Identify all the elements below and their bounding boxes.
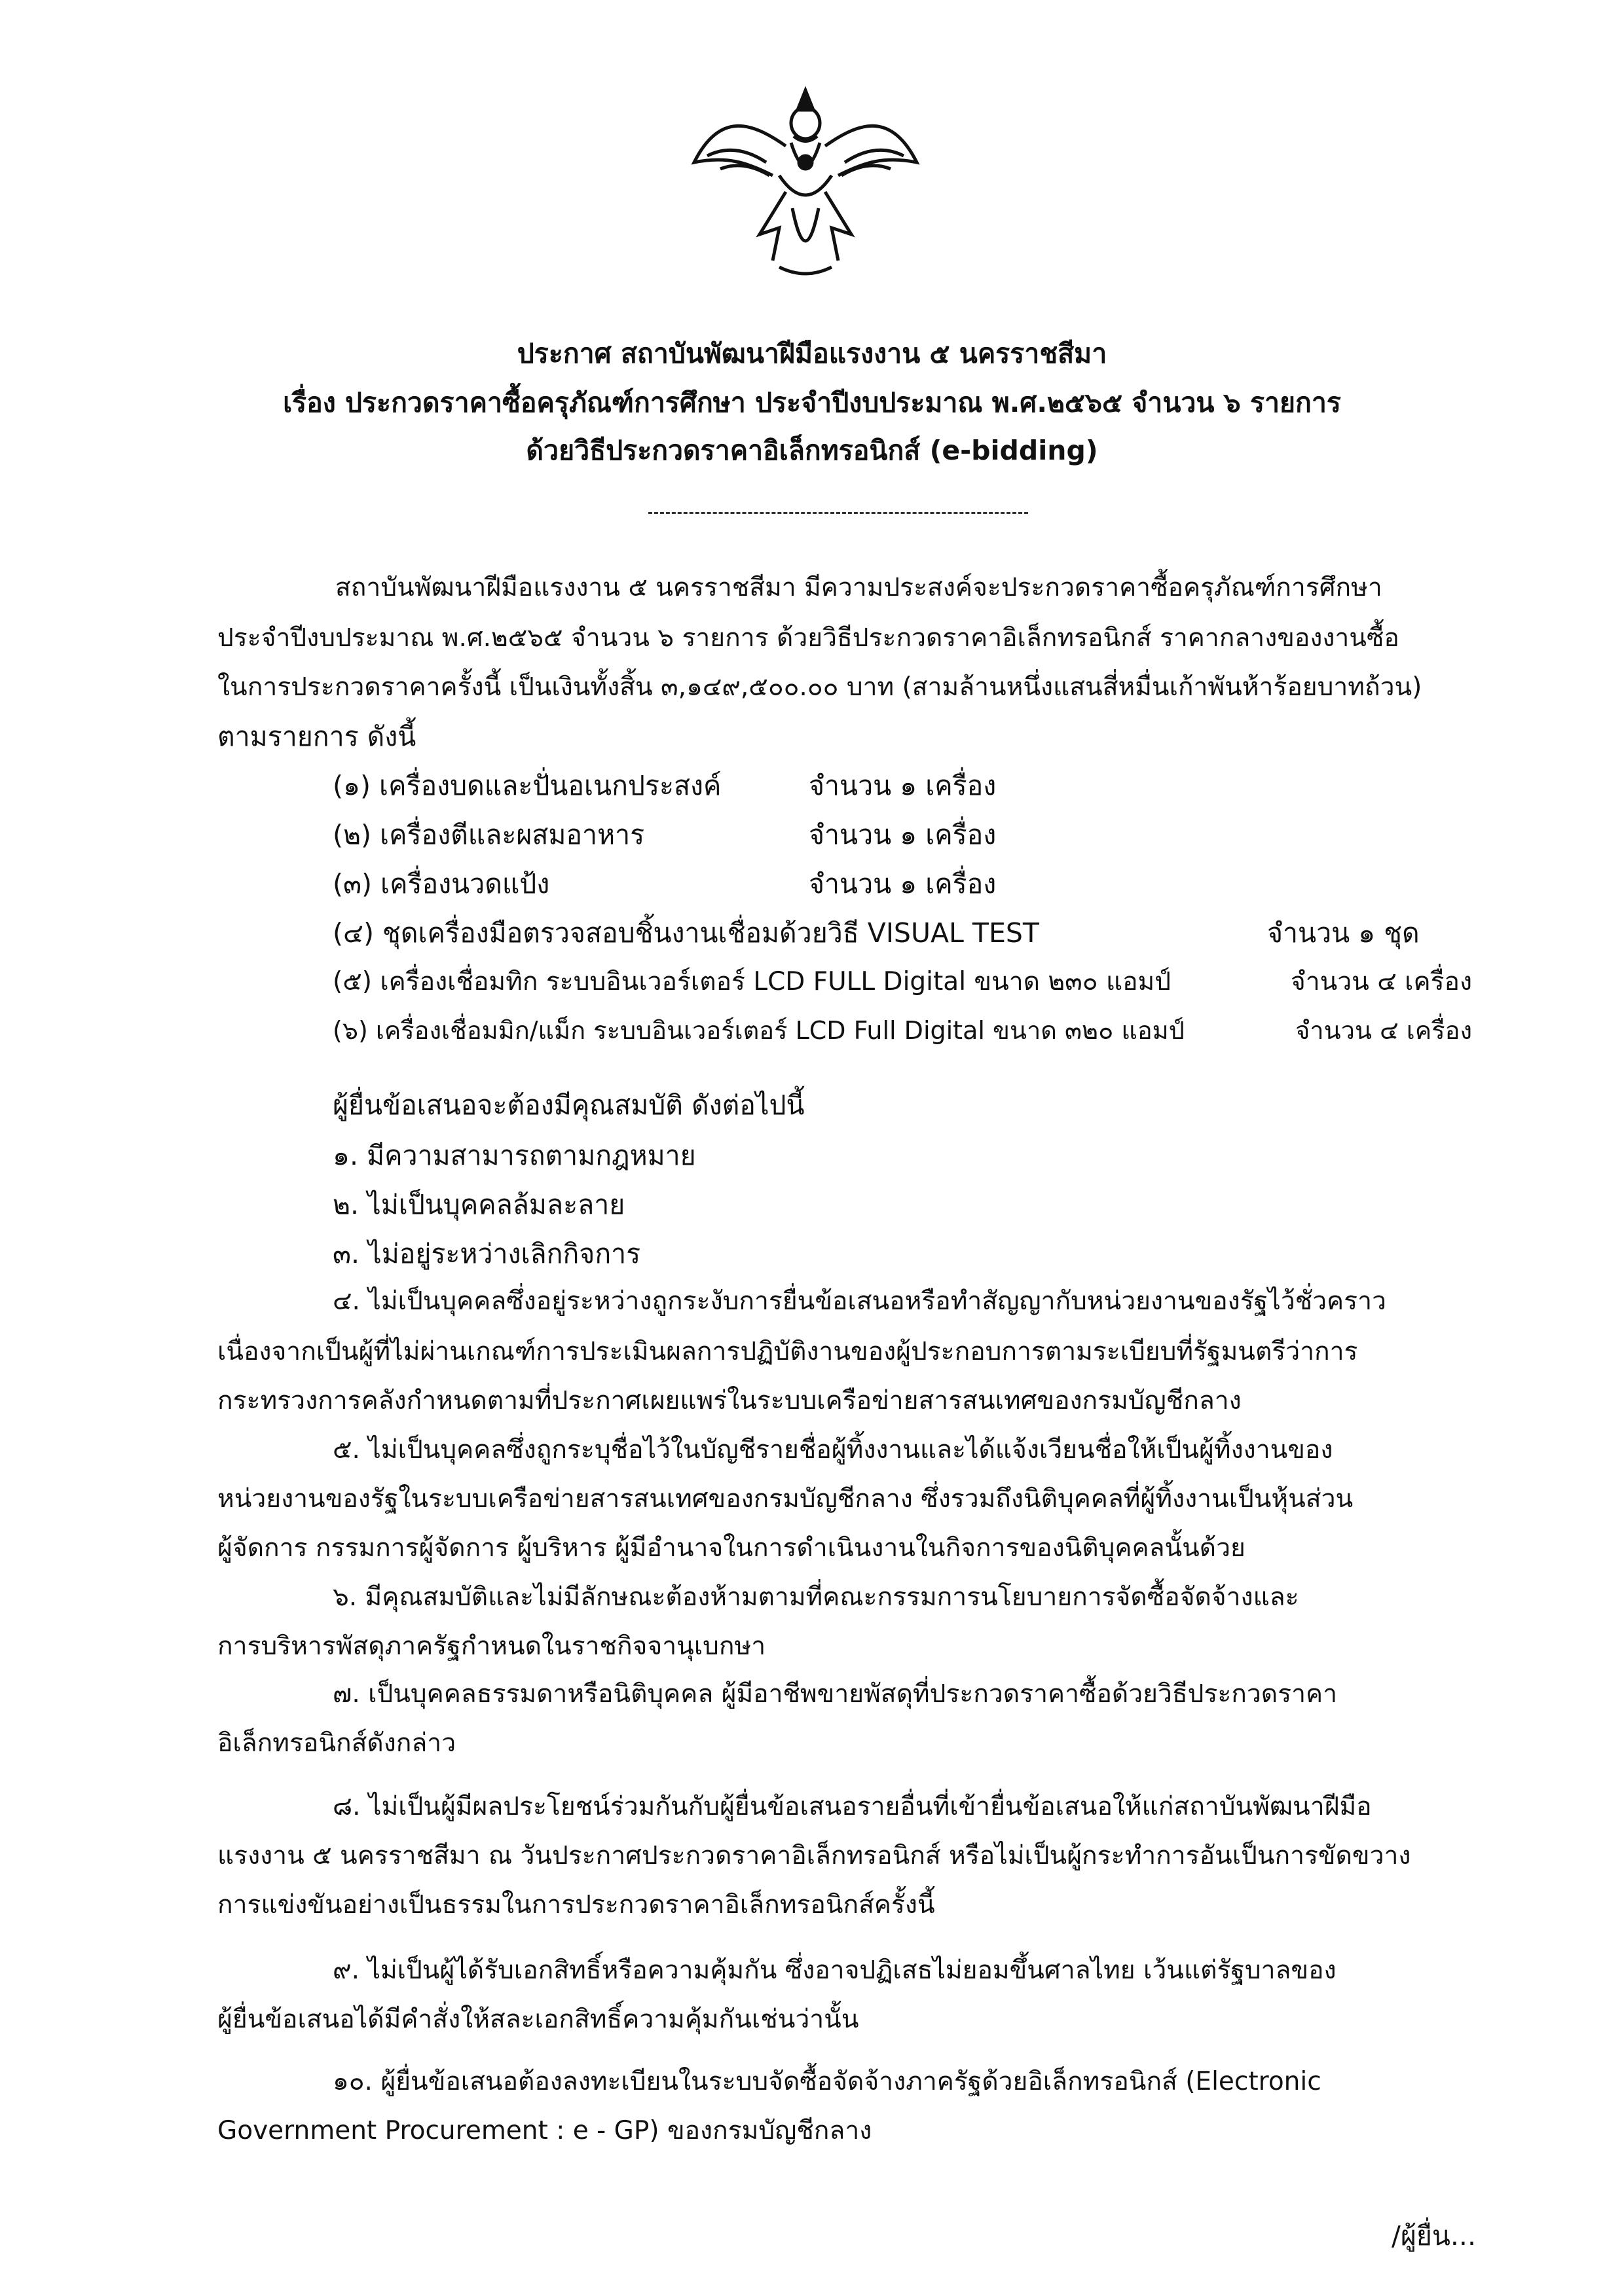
- qualification-8-line-2: แรงงาน ๕ นครราชสีมา ณ วันประกาศประกวดราคาอิเล็กทรอนิกส์ หรือไม่เป็นผู้กระทำการอันเป็นการขัดขวาง: [217, 1841, 1411, 1870]
- header-line-3: ด้วยวิธีประกวดราคาอิเล็กทรอนิกส์ (e-bidding): [526, 435, 1098, 466]
- qualification-9-line-2: ผู้ยื่นข้อเสนอได้มีคำสั่งให้สละเอกสิทธิ์ความคุ้มกันเช่นว่านั้น: [217, 2005, 859, 2034]
- qualification-5-line-1: ๕. ไม่เป็นบุคคลซึ่งถูกระบุชื่อไว้ในบัญชีรายชื่อผู้ทิ้งงานและได้แจ้งเวียนชื่อให้เป็นผู้ทิ้งงานของ: [333, 1435, 1333, 1465]
- item-2-qty: จำนวน ๑ เครื่อง: [809, 819, 997, 850]
- intro-line-3: ในการประกวดราคาครั้งนี้ เป็นเงินทั้งสิ้น ๓,๑๔๙,๕๐๐.๐๐ บาท (สามล้านหนึ่งแสนสี่หมื่นเก้าพันห้าร้อยบาทถ้วน): [217, 672, 1422, 702]
- item-6: [333, 1018, 1472, 1043]
- item-6-qty: จำนวน ๔ เครื่อง: [1295, 1016, 1472, 1045]
- qualification-10-line-1: ๑๐. ผู้ยื่นข้อเสนอต้องลงทะเบียนในระบบจัดซื้อจัดจ้างภาครัฐด้วยอิเล็กทรอนิกส์ (Electronic: [333, 2067, 1321, 2096]
- qualification-4-line-2: เนื่องจากเป็นผู้ที่ไม่ผ่านเกณฑ์การประเมินผลการปฏิบัติงานของผู้ประกอบการตามระเบียบที่รัฐมนตรีว่าการ: [217, 1337, 1358, 1366]
- qualification-3: ๓. ไม่อยู่ระหว่างเลิกกิจการ: [333, 1238, 641, 1269]
- item-1-name: (๑) เครื่องบดและปั่นอเนกประสงค์: [333, 770, 722, 801]
- qualification-8-line-3: การแข่งขันอย่างเป็นธรรมในการประกวดราคาอิเล็กทรอนิกส์ครั้งนี้: [217, 1890, 935, 1920]
- qualification-4-line-3: กระทรวงการคลังกำหนดตามที่ประกาศเผยแพร่ในระบบเครือข่ายสารสนเทศของกรมบัญชีกลาง: [217, 1386, 1242, 1415]
- qualification-5-line-3: ผู้จัดการ กรรมการผู้จัดการ ผู้บริหาร ผู้มีอำนาจในการดำเนินงานในกิจการของนิติบุคคลนั้นด้วย: [217, 1533, 1246, 1563]
- qualification-9-line-1: ๙. ไม่เป็นผู้ได้รับเอกสิทธิ์หรือความคุ้มกัน ซึ่งอาจปฏิเสธไม่ยอมขึ้นศาลไทย เว้นแต่รัฐบาลของ: [333, 1956, 1337, 1985]
- item-5: [333, 969, 1472, 994]
- qualification-6-line-1: ๖. มีคุณสมบัติและไม่มีลักษณะต้องห้ามตามที่คณะกรรมการนโยบายการจัดซื้อจัดจ้างและ: [333, 1582, 1299, 1612]
- continuation-marker: /ผู้ยื่น...: [1392, 2220, 1476, 2251]
- qualification-7-line-1: ๗. เป็นบุคคลธรรมดาหรือนิติบุคคล ผู้มีอาชีพขายพัสดุที่ประกวดราคาซื้อด้วยวิธีประกวดราคา: [333, 1679, 1337, 1709]
- qualification-2: ๒. ไม่เป็นบุคคลล้มละลาย: [333, 1189, 625, 1220]
- item-4-name: (๔) ชุดเครื่องมือตรวจสอบชิ้นงานเชื่อมด้วยวิธี VISUAL TEST: [333, 917, 1039, 949]
- item-4-qty: จำนวน ๑ ชุด: [1267, 917, 1420, 949]
- intro-line-4: ตามรายการ ดังนี้: [217, 721, 416, 752]
- qualification-7-line-2: อิเล็กทรอนิกส์ดังกล่าว: [217, 1728, 456, 1758]
- item-6-name: (๖) เครื่องเชื่อมมิก/แม็ก ระบบอินเวอร์เตอร์ LCD Full Digital ขนาด ๓๒๐ แอมป์: [333, 1016, 1185, 1045]
- qualification-6-line-2: การบริหารพัสดุภาครัฐกำหนดในราชกิจจานุเบกษา: [217, 1631, 766, 1661]
- qualification-4-line-1: ๔. ไม่เป็นบุคคลซึ่งอยู่ระหว่างถูกระงับการยื่นข้อเสนอหรือทำสัญญากับหน่วยงานของรัฐไว้ชั่วคราว: [333, 1286, 1386, 1316]
- qualifications-heading: ผู้ยื่นข้อเสนอจะต้องมีคุณสมบัติ ดังต่อไปนี้: [333, 1089, 805, 1121]
- intro-line-2: ประจำปีงบประมาณ พ.ศ.๒๕๖๕ จำนวน ๖ รายการ ด้วยวิธีประกวดราคาอิเล็กทรอนิกส์ ราคากลางของงานซื้อ: [217, 623, 1399, 653]
- header-line-1: ประกาศ สถาบันพัฒนาฝีมือแรงงาน ๕ นครราชสีมา: [517, 338, 1107, 369]
- intro-line-1: สถาบันพัฒนาฝีมือแรงงาน ๕ นครราชสีมา มีความประสงค์จะประกวดราคาซื้อครุภัณฑ์การศึกษา: [335, 573, 1382, 602]
- item-1-qty: จำนวน ๑ เครื่อง: [809, 770, 997, 801]
- qualification-10-line-2: Government Procurement : e - GP) ของกรมบัญชีกลาง: [217, 2116, 872, 2145]
- qualification-1: ๑. มีความสามารถตามกฎหมาย: [333, 1140, 696, 1171]
- item-3-name: (๓) เครื่องนวดแป้ง: [333, 868, 550, 900]
- item-5-qty: จำนวน ๔ เครื่อง: [1290, 967, 1472, 996]
- item-2-name: (๒) เครื่องตีและผสมอาหาร: [333, 819, 645, 850]
- qualification-5-line-2: หน่วยงานของรัฐในระบบเครือข่ายสารสนเทศของกรมบัญชีกลาง ซึ่งรวมถึงนิติบุคคลที่ผู้ทิ้งงานเป็นหุ้นส่วน: [217, 1484, 1354, 1514]
- garuda-emblem: [681, 84, 930, 287]
- item-5-name: (๕) เครื่องเชื่อมทิก ระบบอินเวอร์เตอร์ LCD FULL Digital ขนาด ๒๓๐ แอมป์: [333, 967, 1171, 996]
- qualification-8-line-1: ๘. ไม่เป็นผู้มีผลประโยชน์ร่วมกันกับผู้ยื่นข้อเสนอรายอื่นที่เข้ายื่นข้อเสนอให้แก่สถาบันพัฒนาฝีมือ: [333, 1792, 1372, 1821]
- header-line-2: เรื่อง ประกวดราคาซื้อครุภัณฑ์การศึกษา ประจำปีงบประมาณ พ.ศ.๒๕๖๕ จำนวน ๖ รายการ: [283, 387, 1341, 418]
- header-divider: [648, 512, 1028, 514]
- item-3-qty: จำนวน ๑ เครื่อง: [809, 868, 997, 900]
